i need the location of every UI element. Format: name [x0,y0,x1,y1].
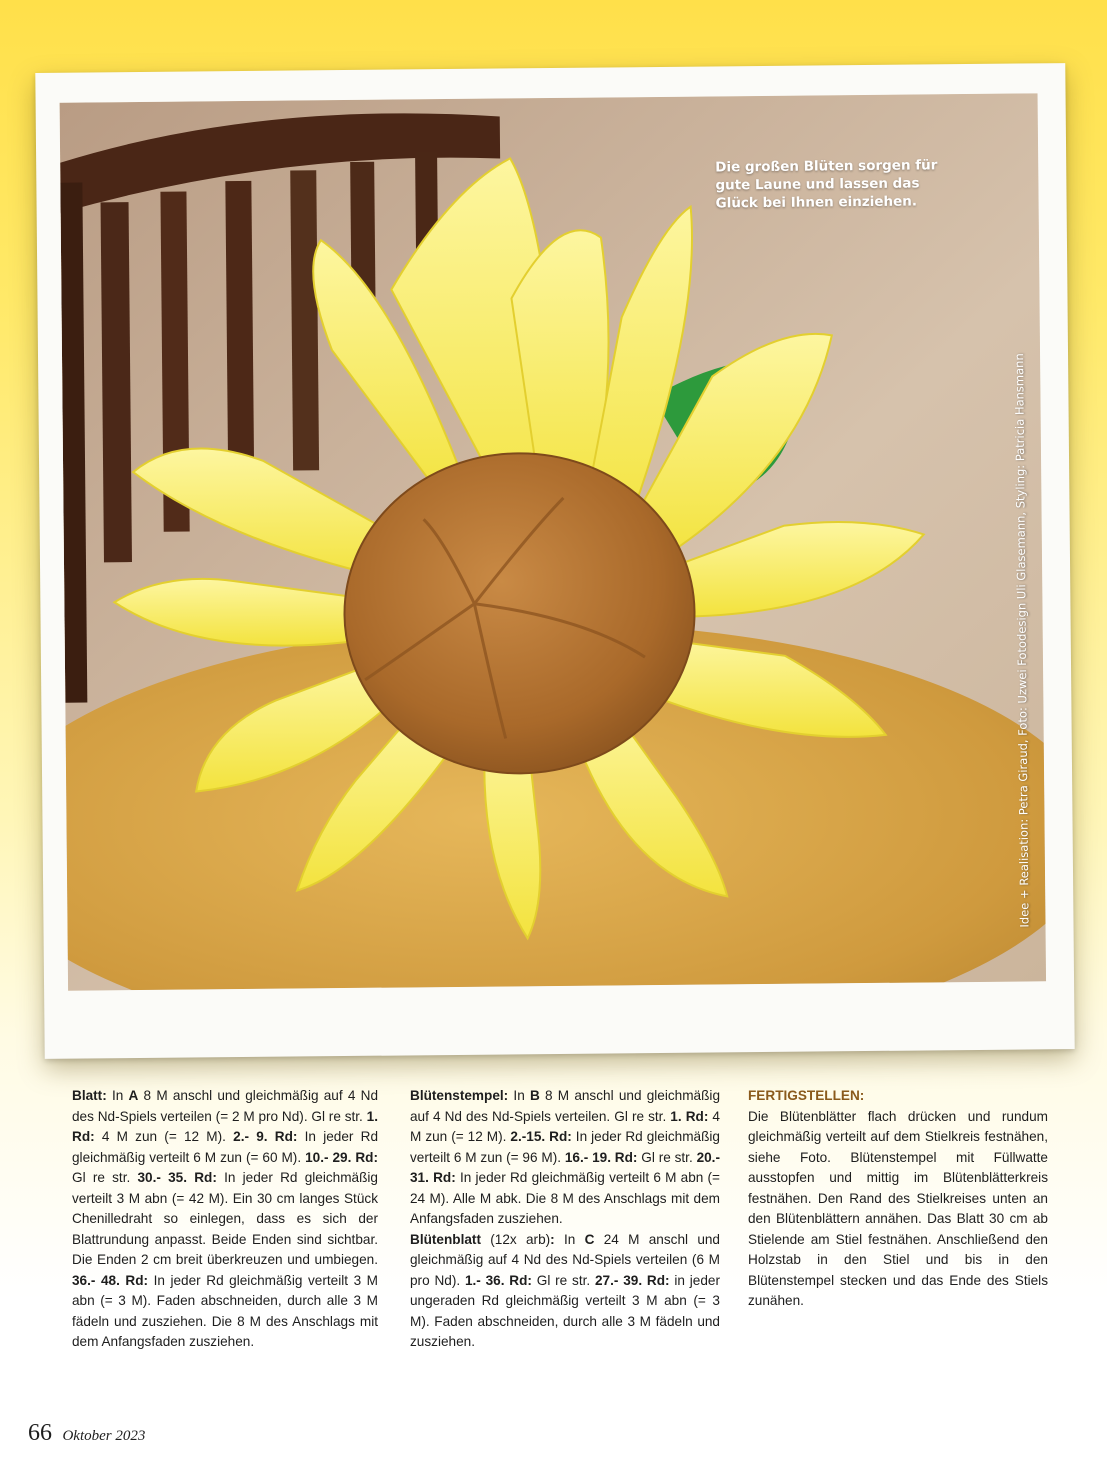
text: In jeder Rd gleichmäßig verteilt 3 M abn (= 3 M). Faden abschneiden, durch alle 3 M fädeln und zusziehen. Die 8 M des Anschlags mit dem Anfangsfaden zusziehen. [72,1272,378,1349]
yarn-label: C [584,1231,595,1247]
text: in jeder ungeraden Rd gleichmäßig verteilt 3 M abn (= 3 M). Faden abschneiden, durch alle 3 M fädeln und zusziehen. [410,1272,720,1349]
paragraph-fertigstellen: Die Blütenblätter flach drücken und rundum gleichmäßig verteilt auf dem Stielkreis festnähen, siehe Foto. Blütenstempel mit Füllwatte ausstopfen und mittig im Blütenblätterkreis festnähen. Den Rand des Stielkreises unten an den Blütenblättern annähen. Das Blatt 30 cm ab Stielende am Stiel festnähen. Anschließend den Holzstab in den Stiel und bis in den Blütenstempel stecken und das Ende des Stiels zunähen. [748,1108,1048,1308]
text: Gl re str. [531,1272,595,1288]
text: 8 M anschl und gleichmäßig auf 4 Nd des Nd-Spiels verteilen (= 2 M pro Nd). Gl re str. [72,1088,378,1124]
text: In jeder Rd gleichmäßig verteilt 3 M abn (= 42 M). Ein 30 cm langes Stück Chenilledraht so einlegen, dass es sich der Blattrundung anpasst. Beide Enden sind sichtbar. Die Enden 2 cm breit überkreuzen und umbiegen. [72,1170,378,1267]
round-label: 1. Rd: [670,1108,709,1124]
paragraph-stempel [410,1086,720,1230]
photo-caption: Die großen Blüten sorgen für gute Laune und lassen das Glück bei Ihnen einziehen. [715,157,938,212]
round-label: 27.- 39. Rd: [594,1272,670,1288]
text: Gl re str. [72,1170,138,1185]
issue-date: Oktober 2023 [62,1428,146,1444]
round-label: 2.- 9. Rd: [233,1129,298,1144]
round-label: 1.- 36. Rd: [464,1272,532,1288]
sunflower-photo [60,93,1046,990]
text: In jeder Rd gleichmäßig verteilt 6 M abn (= 24 M). Alle M abk. Die 8 M des Anschlags mit dem Anfangsfaden zusziehen. [410,1170,720,1226]
text: (12x arb) [480,1231,551,1247]
sunflower-illustration [60,93,1046,990]
text: In [106,1088,129,1103]
label-bluetenblatt: Blütenblatt [410,1231,481,1247]
photo-credit: Idee + Realisation: Petra Giraud, Foto: Uzwei Fotodesign Uli Glasemann, Styling: Patricia Hansmann [1012,353,1032,928]
text: 24 M anschl und gleichmäßig auf 4 Nd des Nd-Spiels verteilen (6 M pro Nd). [410,1231,720,1288]
yarn-label: A [128,1088,139,1103]
label-stempel: Blütenstempel: [410,1088,509,1103]
page-number: 66 [28,1420,52,1446]
round-label: 1. Rd: [72,1108,378,1144]
round-label: 20.- 31. Rd: [410,1149,720,1185]
text: In [508,1088,530,1103]
round-label: 2.-15. Rd: [510,1129,572,1144]
text: 8 M anschl und gleichmäßig auf 4 Nd des Nd-Spiels verteilen. Gl re str. [410,1088,721,1124]
text: In [554,1231,585,1247]
text: : [550,1231,555,1247]
round-label: 30.- 35. Rd: [137,1170,217,1185]
page-footer [28,1420,145,1447]
text: In jeder Rd gleichmäßig verteilt 6 M zun (= 60 M). [72,1129,379,1165]
column-blatt [72,1086,378,1353]
column-stempel [410,1086,720,1353]
text: In jeder Rd gleichmäßig verteilt 6 M zun (= 96 M). [410,1129,720,1165]
round-label: 10.- 29. Rd: [305,1149,378,1165]
yarn-label: B [529,1088,540,1103]
round-label: 36.- 48. Rd: [72,1272,149,1288]
paragraph-bluetenblatt [410,1230,720,1353]
text: 4 M zun (= 12 M). [94,1129,234,1144]
text: 4 M zun (= 12 M). [410,1108,720,1144]
paragraph-blatt [72,1086,378,1353]
heading-fertigstellen: FERTIGSTELLEN: [748,1088,865,1103]
text: Gl re str. [637,1149,697,1165]
column-fertigstellen [748,1086,1048,1312]
round-label: 16.- 19. Rd: [564,1149,638,1165]
photo-frame [35,63,1074,1059]
label-blatt: Blatt: [72,1088,107,1103]
